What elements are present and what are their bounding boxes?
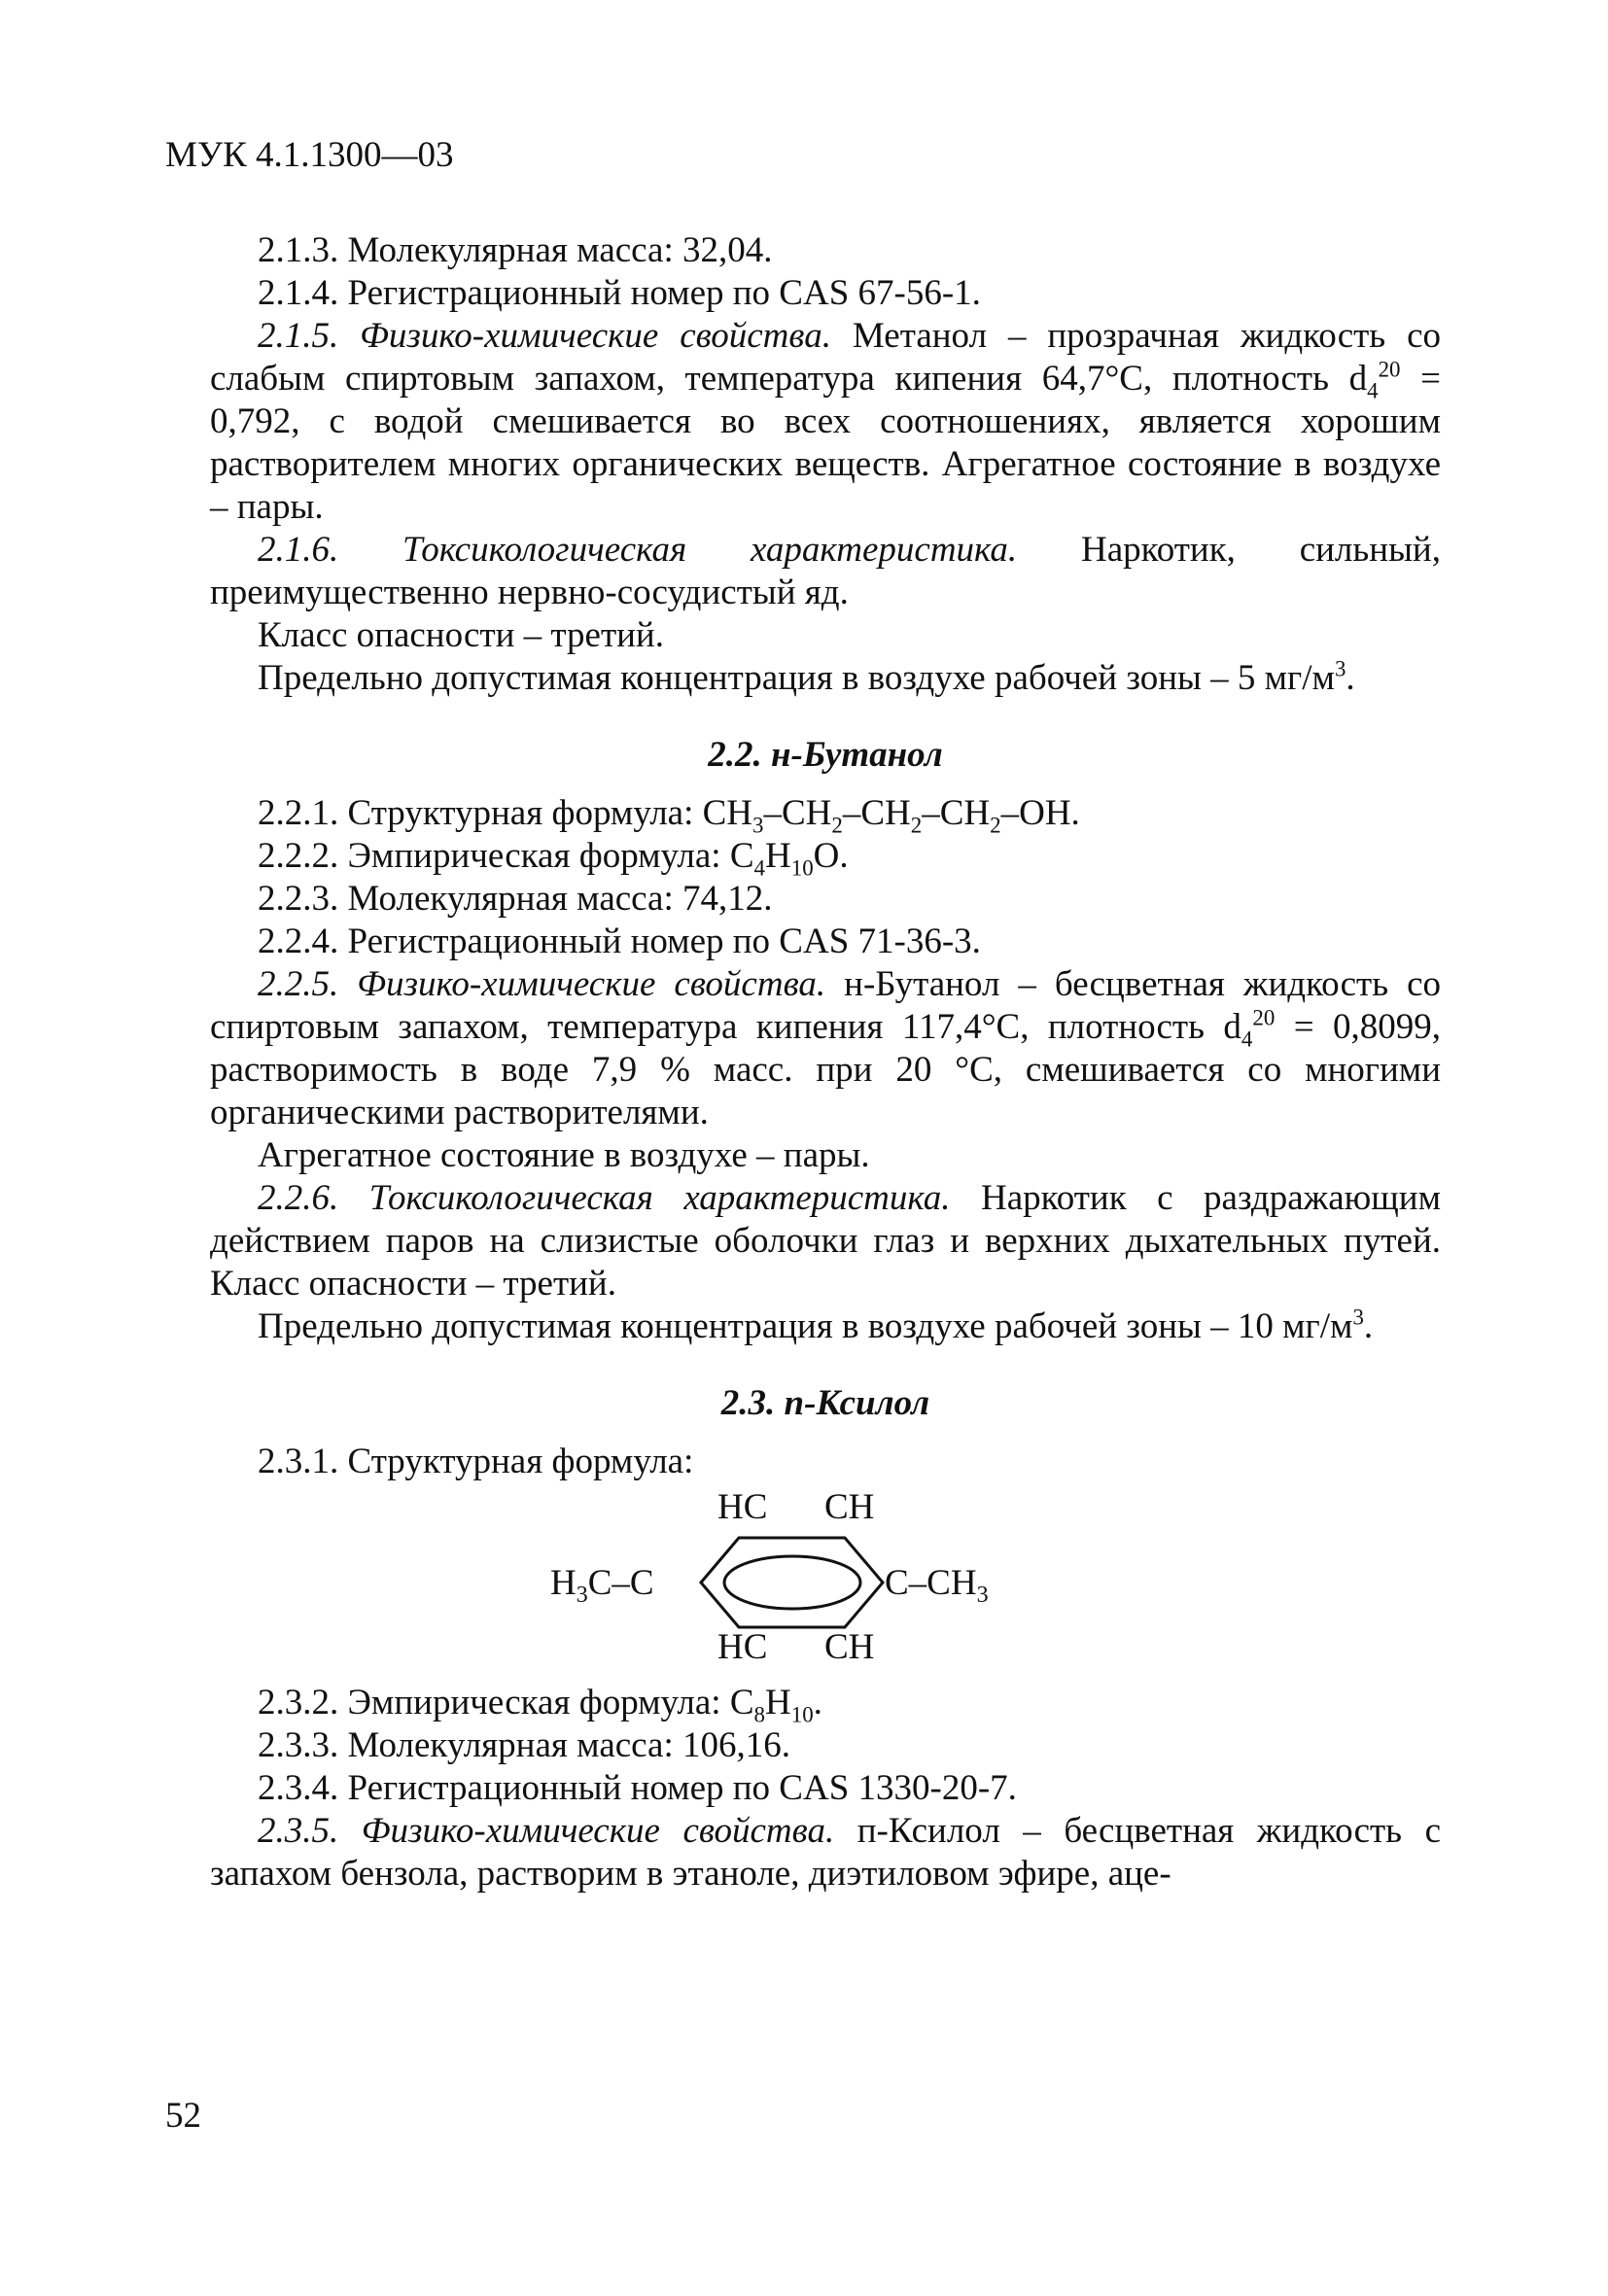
item-2-3-3: 2.3.3. Молекулярная масса: 106,16. [258, 1725, 791, 1765]
ring-bottom-right-label: CH [824, 1627, 875, 1667]
formula-subscript: 4 [753, 855, 765, 881]
max-concentration-end: . [1346, 658, 1355, 698]
item-2-1-6-text: Наркотик, сильный, преимущественно нервно-сосудистый яд. [210, 530, 1441, 612]
density-superscript: 20 [1378, 357, 1401, 382]
item-2-3-5-label: 2.3.5. Физико-химические свойства. [258, 1811, 835, 1851]
density-superscript: 20 [1252, 1005, 1276, 1030]
max-concentration-text: Предельно допустимая концентрация в воздухе рабочей зоны – 5 мг/м [258, 658, 1335, 698]
formula-part: –OH. [1000, 793, 1080, 833]
max-concentration [210, 1305, 1441, 1348]
formula-part: . [813, 1683, 822, 1722]
ring-bottom-left-label: HC [717, 1627, 768, 1667]
max-concentration [210, 657, 1441, 700]
left-substituent-label: $H_3C-C$ [550, 1563, 654, 1608]
formula-part: –CH [922, 793, 991, 833]
item-2-2-3: 2.2.3. Молекулярная масса: 74,12. [258, 879, 773, 919]
item-2-1-5-text-b: = 0,792, с водой смешивается во всех соотношениях, является хорошим растворителем многих органических веществ. Агрегатное состояние в воздухе – пары. [210, 359, 1441, 527]
item-2-2-4: 2.2.4. Регистрационный номер по CAS 71-36-3. [258, 922, 981, 961]
aggregate-state: Агрегатное состояние в воздухе – пары. [258, 1135, 870, 1175]
formula-part: –CH [763, 793, 832, 833]
density-subscript: 4 [1367, 378, 1379, 403]
formula-part: 2.2.2. Эмпирическая формула: C [258, 836, 754, 876]
formula-subscript: 10 [790, 1702, 814, 1727]
item-2-2-6-label: 2.2.6. Токсикологическая характеристика. [258, 1178, 951, 1218]
item-2-1-5-text-a: Метанол – прозрачная жидкость со слабым спиртовым запахом, температура кипения 64,7°С, плотность d [210, 316, 1441, 399]
benzene-ring-diagram [210, 1483, 1441, 1668]
section-heading-butanol: 2.2. н-Бутанол [708, 735, 943, 775]
item-2-2-1 [210, 792, 1441, 838]
ring-top-right-label: CH [824, 1487, 875, 1527]
running-header: МУК 4.1.1300—03 [165, 135, 454, 175]
structural-formula [210, 1483, 1441, 1668]
formula-subscript: 2 [990, 813, 1001, 838]
unit-superscript: 3 [1334, 656, 1346, 681]
item-2-3-1: 2.3.1. Структурная формула: [258, 1442, 694, 1481]
page-number: 52 [165, 2096, 201, 2136]
formula-part: H [765, 836, 791, 876]
formula-part: O. [813, 836, 849, 876]
item-2-2-5 [210, 963, 1441, 1134]
formula-part: 2.3.2. Эмпирическая формула: C [258, 1683, 754, 1722]
unit-superscript: 3 [1352, 1305, 1364, 1330]
item-2-3-5-text: п-Ксилол – бесцветная жидкость с запахом бензола, растворим в этаноле, диэтиловом эфире, аце- [210, 1811, 1441, 1894]
item-2-2-2 [210, 835, 1441, 881]
item-2-3-4: 2.3.4. Регистрационный номер по CAS 1330-20-7. [258, 1768, 1017, 1808]
item-2-3-2 [210, 1682, 1441, 1727]
item-2-1-5-label: 2.1.5. Физико-химические свойства. [258, 316, 831, 356]
item-2-2-6-text: Наркотик с раздражающим действием паров на слизистые оболочки глаз и верхних дыхательных путей. Класс опасности – третий. [210, 1178, 1441, 1304]
section-heading-xylene: 2.3. п-Ксилол [720, 1383, 930, 1423]
formula-subscript: 8 [753, 1702, 765, 1727]
item-2-2-5-text-a: н-Бутанол – бесцветная жидкость со спиртовым запахом, температура кипения 117,4°С, плотность d [210, 964, 1441, 1047]
item-2-1-6 [210, 529, 1441, 614]
max-concentration-text: Предельно допустимая концентрация в воздухе рабочей зоны – 10 мг/м [258, 1306, 1353, 1346]
item-2-2-6 [210, 1177, 1441, 1305]
formula-part: –CH [842, 793, 911, 833]
item-2-2-5-label: 2.2.5. Физико-химические свойства. [258, 964, 826, 1004]
item-2-2-5-text-b: = 0,8099, растворимость в воде 7,9 % масс. при 20 °С, смешивается со многими органическими растворителями. [210, 1007, 1441, 1132]
hexagon-ring [701, 1538, 883, 1627]
page-body [210, 229, 1441, 1896]
aromatic-circle [724, 1556, 860, 1609]
formula-part: 2.2.1. Структурная формула: CH [258, 793, 753, 833]
hazard-class: Класс опасности – третий. [258, 615, 664, 655]
item-2-1-3: 2.1.3. Молекулярная масса: 32,04. [258, 230, 773, 270]
formula-subscript: 2 [910, 813, 923, 838]
item-2-1-6-label: 2.1.6. Токсикологическая характеристика. [258, 530, 1018, 570]
item-2-1-5 [210, 315, 1441, 529]
ring-top-left-label: HC [717, 1487, 768, 1527]
right-substituent-label: $C-CH_3$ [885, 1563, 989, 1608]
density-subscript: 4 [1241, 1026, 1253, 1052]
formula-subscript: 3 [752, 813, 764, 838]
formula-subscript: 10 [790, 855, 814, 881]
formula-subscript: 2 [831, 813, 843, 838]
max-concentration-end: . [1363, 1306, 1374, 1346]
item-2-3-5 [210, 1810, 1441, 1896]
formula-part: H [765, 1683, 791, 1722]
item-2-1-4: 2.1.4. Регистрационный номер по CAS 67-56-1. [258, 273, 981, 313]
